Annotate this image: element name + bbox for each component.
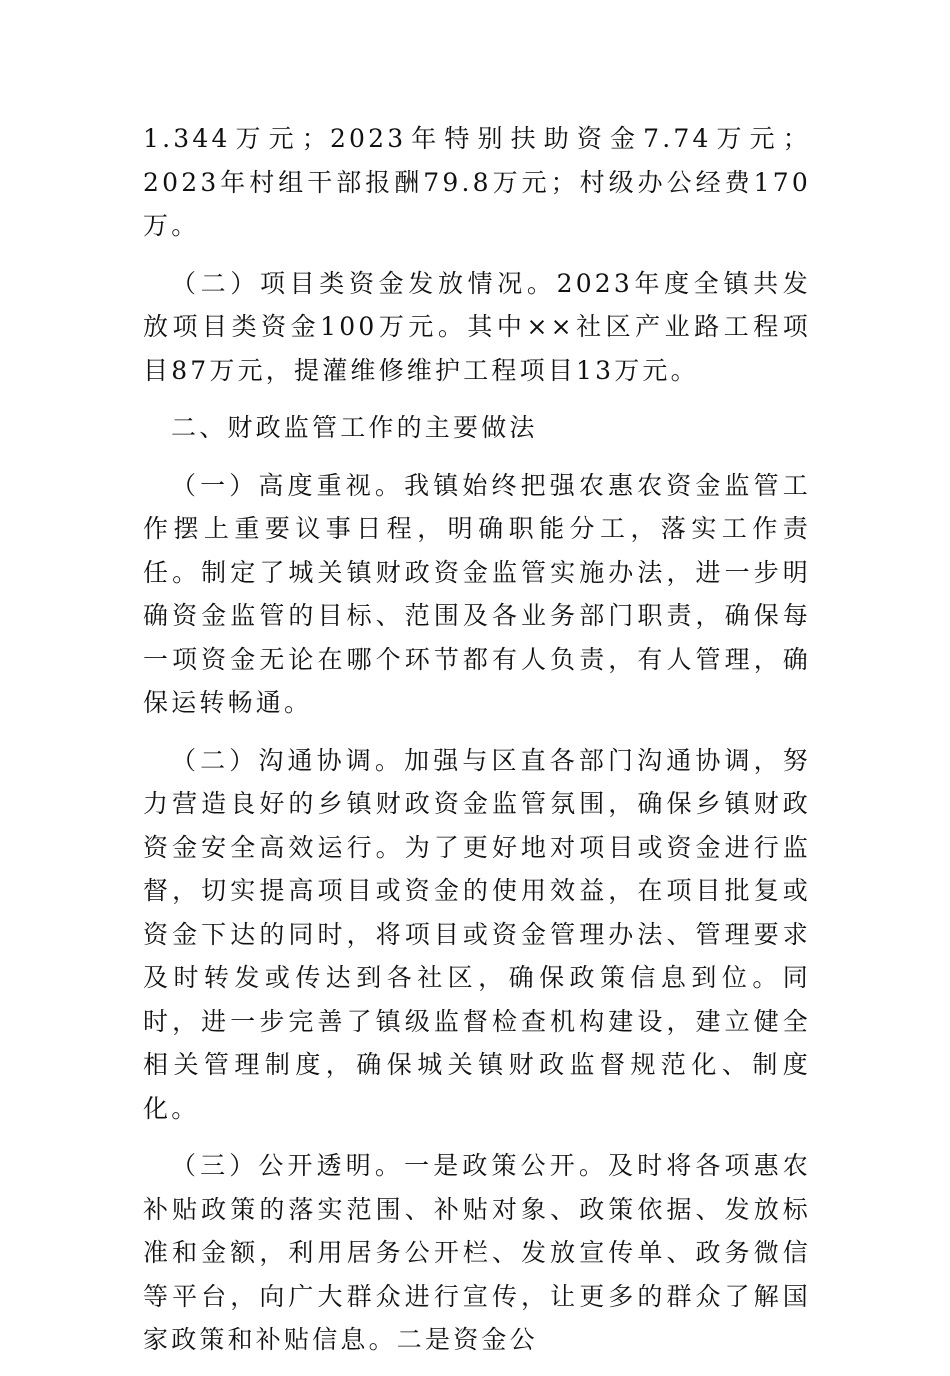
paragraph-transparency: （三）公开透明。一是政策公开。及时将各项惠农补贴政策的落实范围、补贴对象、政策依据、发放标准和金额，利用居务公开栏、发放宣传单、政务微信等平台，向广大群众进行宣传，让更多的群众了解国家政策和补贴信息。二是资金公 <box>143 1151 811 1354</box>
document-body <box>143 117 811 1376</box>
paragraph-project-funds: （二）项目类资金发放情况。2023年度全镇共发放项目类资金100万元。其中××社区产业路工程项目87万元，提灌维修维护工程项目13万元。 <box>143 268 811 385</box>
section-heading-supervision-practices: 二、财政监管工作的主要做法 <box>171 413 538 442</box>
paragraph-communication: （二）沟通协调。加强与区直各部门沟通协调，努力营造良好的乡镇财政资金监管氛围，确保乡镇财政资金安全高效运行。为了更好地对项目或资金进行监督，切实提高项目或资金的使用效益，在项目批复或资金下达的同时，将项目或资金管理办法、管理要求及时转发或传达到各社区，确保政策信息到位。同时，进一步完善了镇级监督检查机构建设，建立健全相关管理制度，确保城关镇财政监督规范化、制度化。 <box>143 745 811 1123</box>
paragraph-high-priority: （一）高度重视。我镇始终把强农惠农资金监管工作摆上重要议事日程，明确职能分工，落实工作责任。制定了城关镇财政资金监管实施办法，进一步明确资金监管的目标、范围及各业务部门职责，确保每一项资金无论在哪个环节都有人负责，有人管理，确保运转畅通。 <box>143 470 811 717</box>
paragraph-continued-funds: 1.344万元；2023年特别扶助资金7.74万元；2023年村组干部报酬79.8万元；村级办公经费170万。 <box>143 124 811 240</box>
